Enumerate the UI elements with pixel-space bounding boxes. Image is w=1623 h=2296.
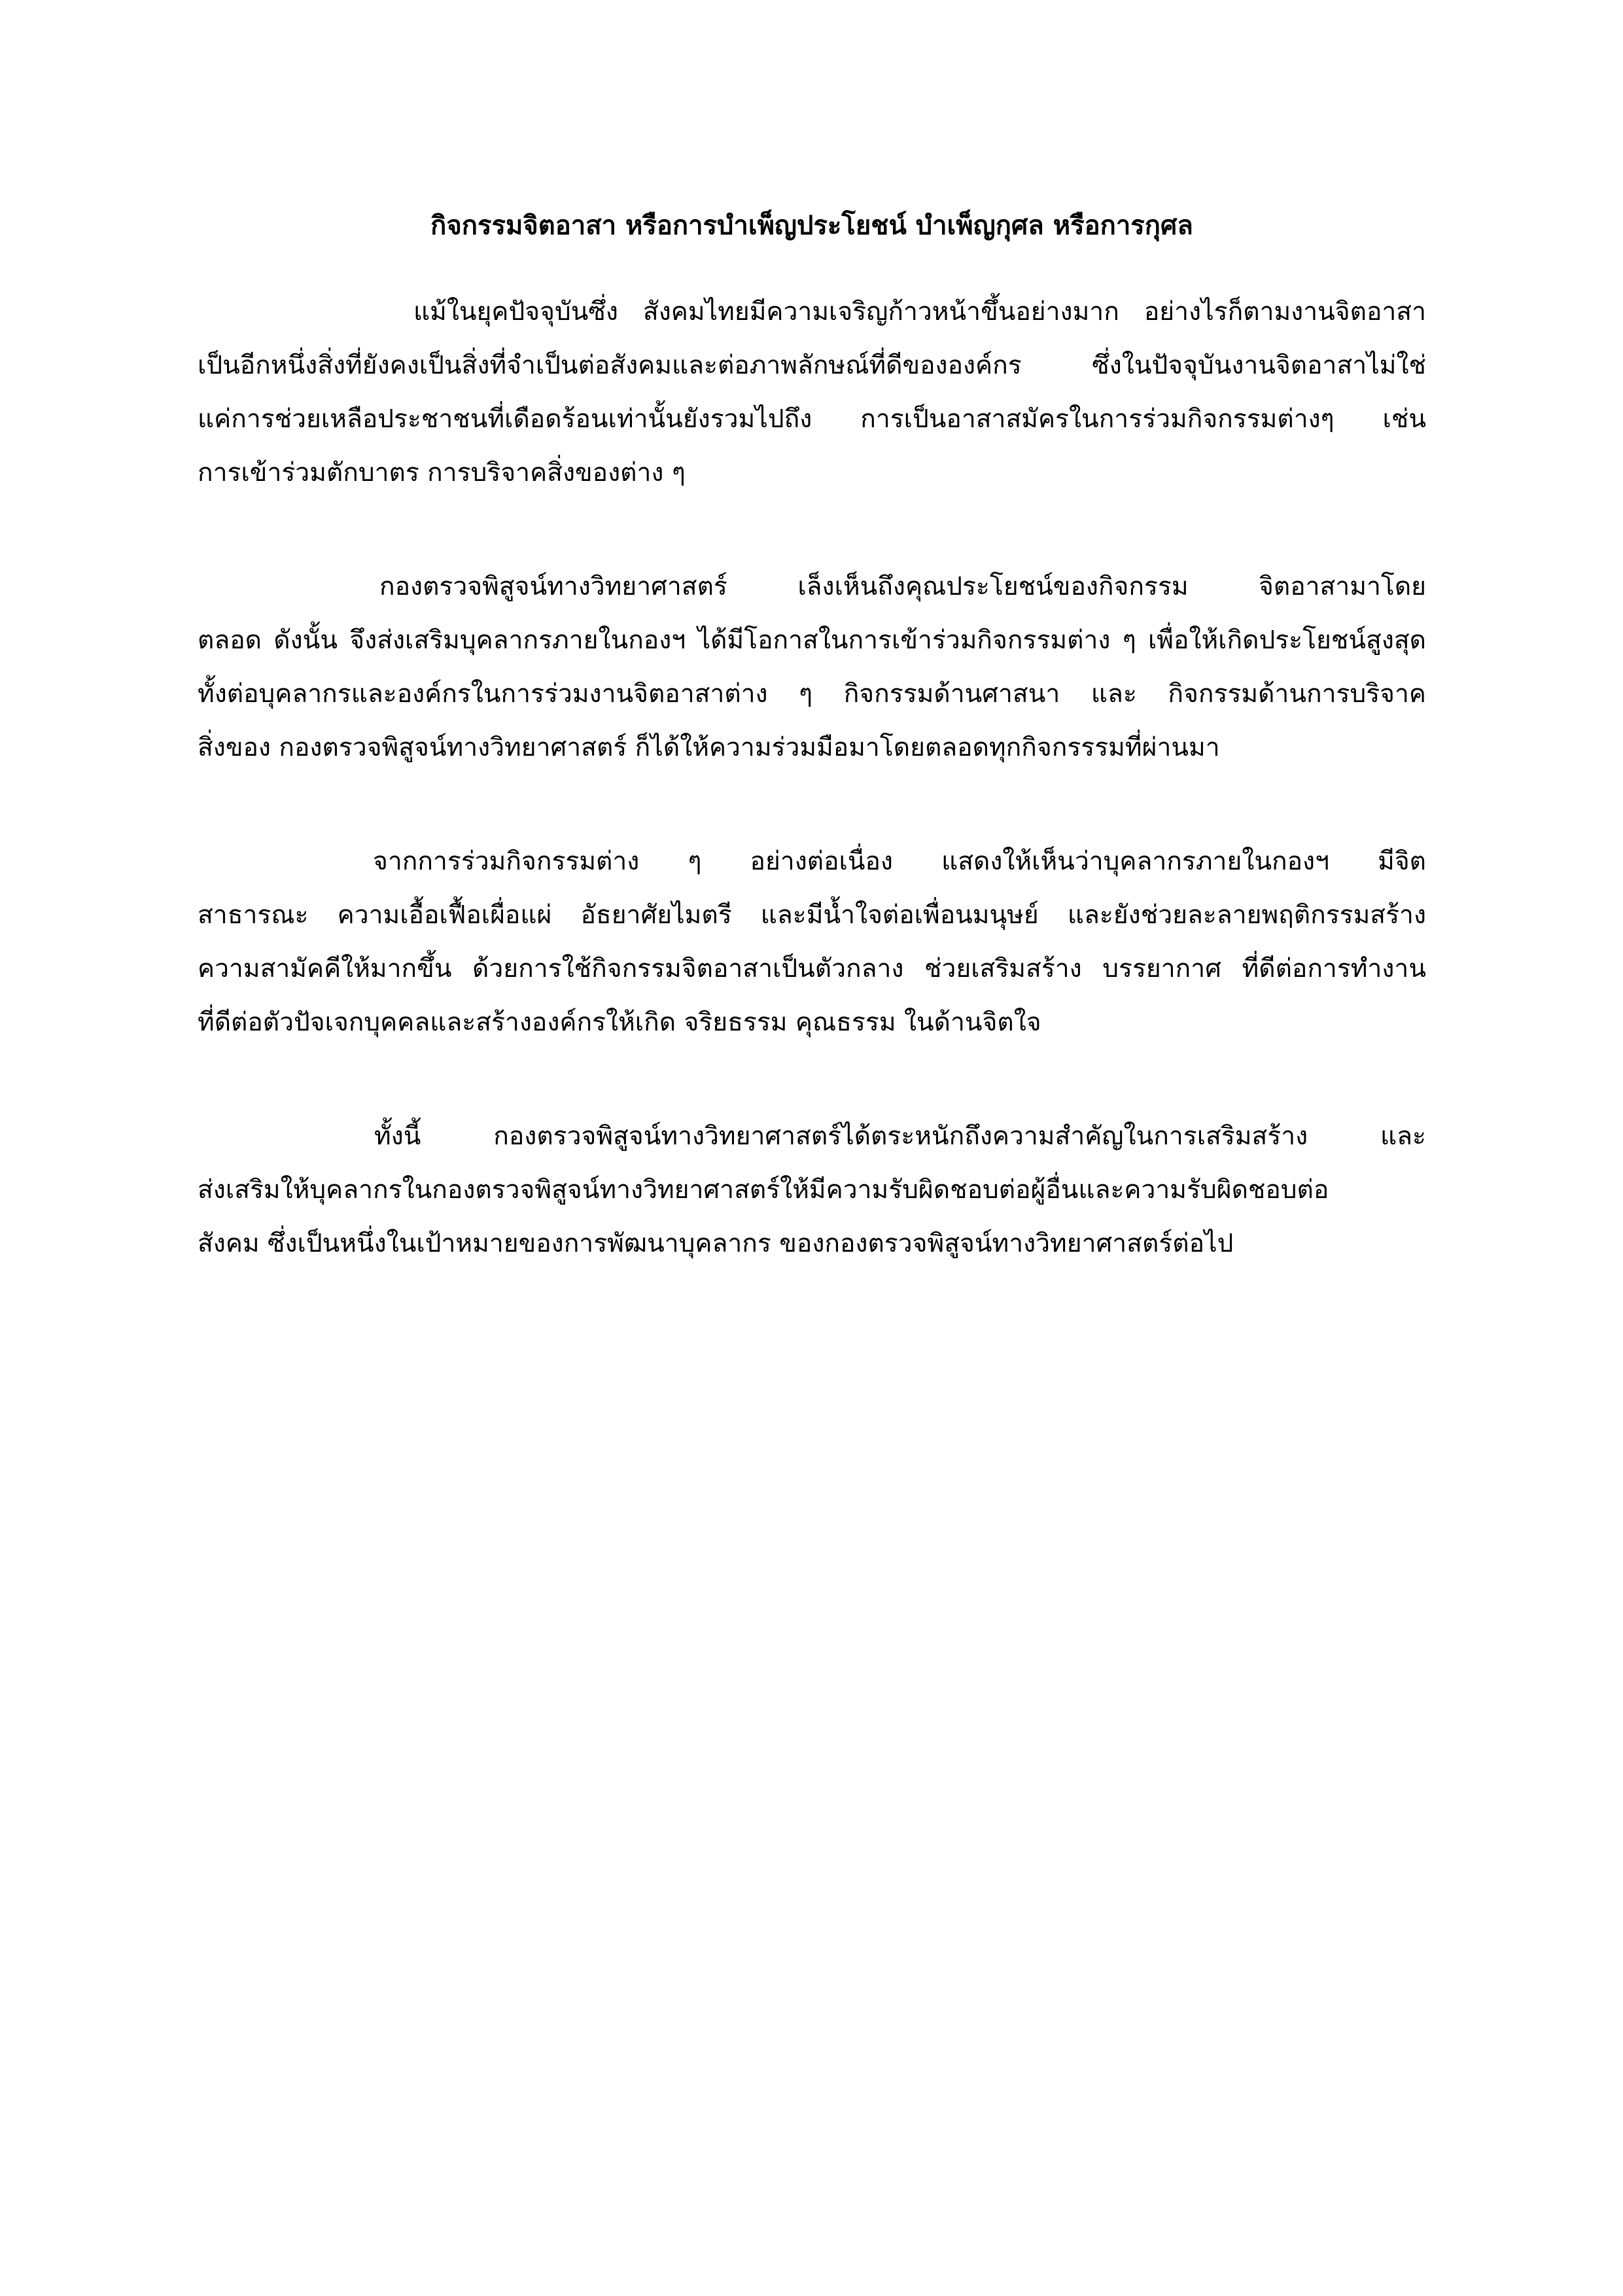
paragraph-1 (198, 285, 1426, 500)
paragraph-line: สาธารณะ ความเอื้อเฟื้อเผื่อแผ่ อัธยาศัยไมตรี และมีน้ำใจต่อเพื่อนมนุษย์ และยังช่วยละลายพฤติกรรมสร้าง (198, 900, 1426, 930)
paragraph-2 (198, 560, 1426, 775)
paragraph-line: ทั้งต่อบุคลากรและองค์กรในการร่วมงานจิตอาสาต่าง ๆ กิจกรรมด้านศาสนา และ กิจกรรมด้านการบริจาค (198, 679, 1426, 709)
paragraph-line: จากการร่วมกิจกรรมต่าง ๆ อย่างต่อเนื่อง แสดงให้เห็นว่าบุคลากรภายในกองฯ มีจิต (373, 847, 1426, 876)
paragraph-line: เป็นอีกหนึ่งสิ่งที่ยังคงเป็นสิ่งที่จำเป็นต่อสังคมและต่อภาพลักษณ์ที่ดีขององค์กร ซึ่งในปัจจุบันงานจิตอาสาไม่ใช่ (198, 351, 1426, 380)
paragraph-line: สิ่งของ กองตรวจพิสูจน์ทางวิทยาศาสตร์ ก็ได้ให้ความร่วมมือมาโดยตลอดทุกกิจกรรรมที่ผ่านมา (198, 733, 1220, 762)
paragraph-4 (198, 1110, 1426, 1271)
document-title: กิจกรรมจิตอาสา หรือการบำเพ็ญประโยชน์ บำเพ็ญกุศล หรือการกุศล (430, 211, 1193, 241)
document-body (198, 203, 1426, 1331)
paragraph-line: การเข้าร่วมตักบาตร การบริจาคสิ่งของต่าง ๆ (198, 458, 686, 487)
paragraph-line: ที่ดีต่อตัวปัจเจกบุคคลและสร้างองค์กรให้เกิด จริยธรรม คุณธรรม ในด้านจิตใจ (198, 1008, 1041, 1037)
paragraph-3 (198, 835, 1426, 1050)
paragraph-line: ส่งเสริมให้บุคลากรในกองตรวจพิสูจน์ทางวิทยาศาสตร์ให้มีความรับผิดชอบต่อผู้อื่นและความรับผิดชอบต่อ (198, 1175, 1329, 1205)
paragraph-line: กองตรวจพิสูจน์ทางวิทยาศาสตร์ เล็งเห็นถึงคุณประโยชน์ของกิจกรรม จิตอาสามาโดย (379, 572, 1426, 601)
paragraph-line: สังคม ซึ่งเป็นหนึ่งในเป้าหมายของการพัฒนาบุคลากร ของกองตรวจพิสูจน์ทางวิทยาศาสตร์ต่อไป (198, 1229, 1234, 1258)
paragraph-line: ตลอด ดังนั้น จึงส่งเสริมบุคลากรภายในกองฯ ได้มีโอกาสในการเข้าร่วมกิจกรรมต่าง ๆ เพื่อให้เกิดประโยชน์สูงสุด (198, 626, 1426, 655)
paragraph-line: ความสามัคคีให้มากขึ้น ด้วยการใช้กิจกรรมจิตอาสาเป็นตัวกลาง ช่วยเสริมสร้าง บรรยากาศ ที่ดีต่อการทำงาน (198, 954, 1426, 983)
paragraph-line: แม้ในยุคปัจจุบันซึ่ง สังคมไทยมีความเจริญก้าวหน้าขึ้นอย่างมาก อย่างไรก็ตามงานจิตอาสา (413, 297, 1426, 327)
paragraph-line: ทั้งนี้ กองตรวจพิสูจน์ทางวิทยาศาสตร์ได้ตระหนักถึงความสำคัญในการเสริมสร้าง และ (374, 1122, 1426, 1151)
paragraph-line: แค่การช่วยเหลือประชาชนที่เดือดร้อนเท่านั้นยังรวมไปถึง การเป็นอาสาสมัครในการร่วมกิจกรรมต่างๆ เช่น (198, 404, 1426, 434)
